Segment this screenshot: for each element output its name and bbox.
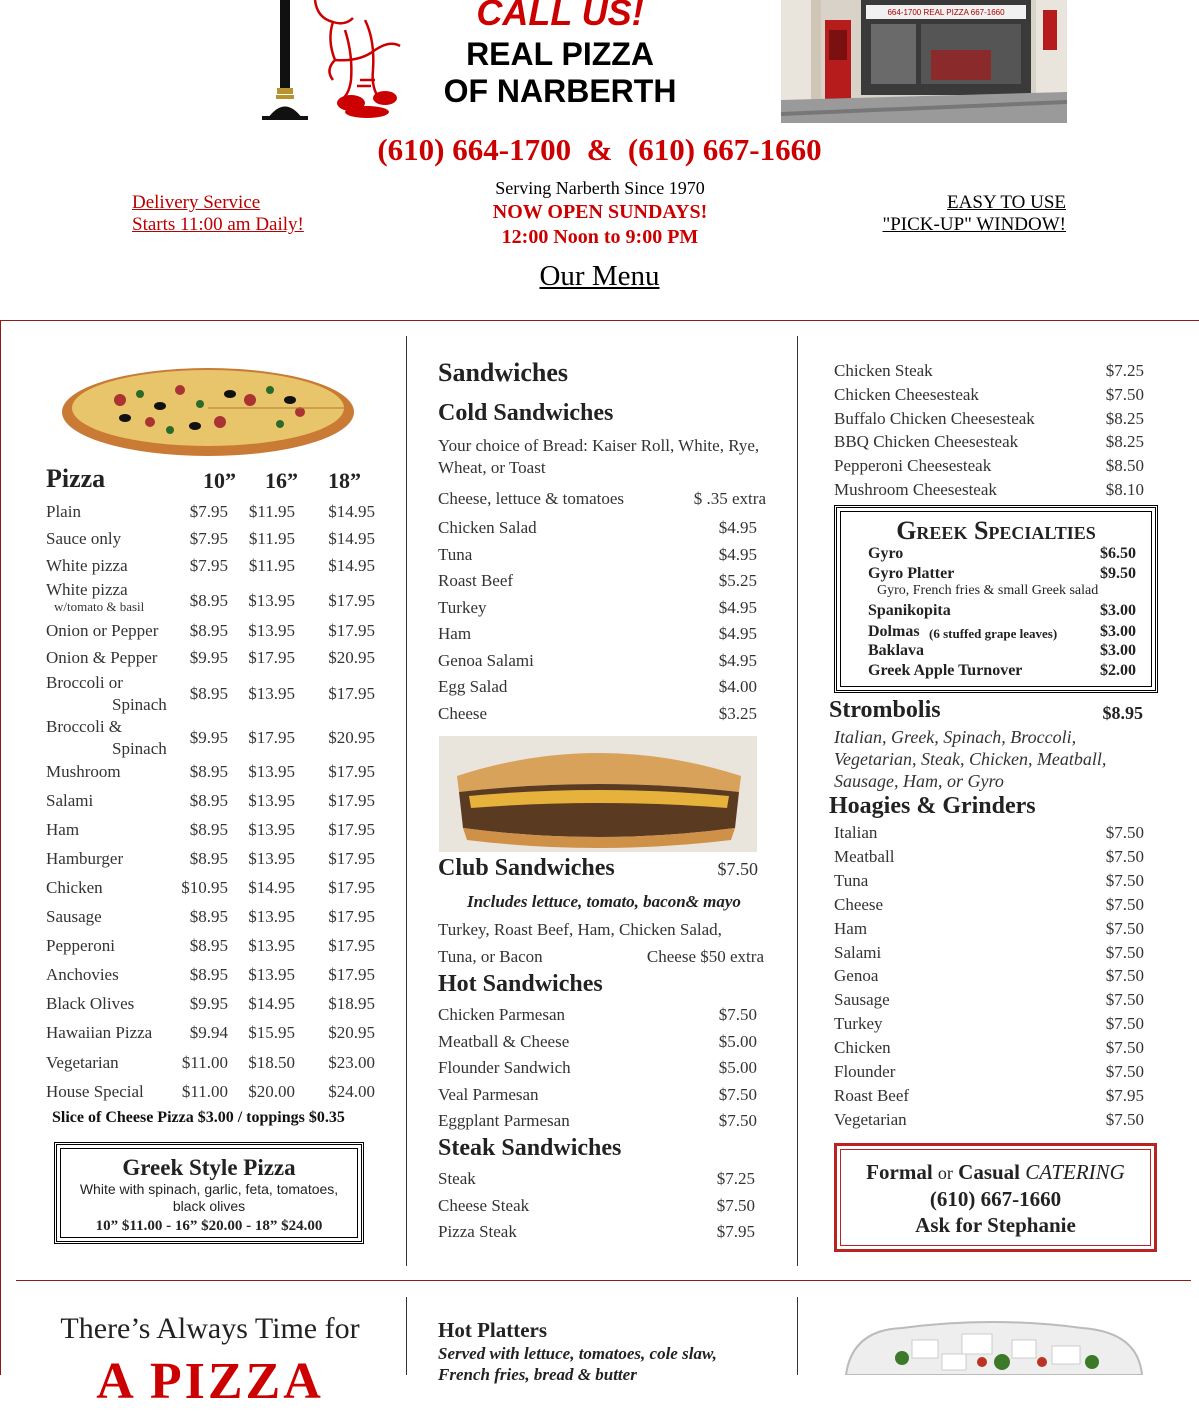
pizza-price-16: $11.95	[248, 529, 295, 548]
hot-sandwich-price: $7.50	[718, 1111, 757, 1130]
pizza-price-10: $7.95	[189, 502, 228, 521]
greek-specialties-title: Greek Specialties	[896, 516, 1096, 545]
pizza-price-18: $17.95	[328, 907, 375, 926]
pizza-price-16: $13.95	[248, 849, 295, 868]
our-menu-link[interactable]: Our Menu	[539, 260, 660, 292]
pizza-price-16: $13.95	[248, 684, 295, 703]
strombolis-description: Italian, Greek, Spinach, Broccoli, Vegetarian, Steak, Chicken, Meatball, Sausage, Ham, or Gyro	[834, 727, 1107, 791]
pizza-item-subtitle: Spinach	[112, 695, 167, 714]
catering-word: CATERING	[1025, 1160, 1125, 1184]
pizza-price-18: $17.95	[328, 936, 375, 955]
hoagie-name: Cheese	[834, 894, 884, 914]
size-header-16: 16”	[265, 468, 298, 493]
hoagie-name: Vegetarian	[834, 1109, 907, 1129]
pizza-price-18: $18.95	[328, 994, 375, 1013]
pizza-price-18: $24.00	[328, 1082, 375, 1101]
greek-item-name: Dolmas	[868, 623, 920, 640]
pizza-price-16: $17.95	[248, 728, 295, 747]
catering-phone: (610) 667-1660	[929, 1187, 1062, 1211]
hoagie-name: Sausage	[834, 990, 890, 1010]
club-cheese-extra: Cheese $50 extra	[646, 947, 764, 966]
hot-platters-description: Served with lettuce, tomatoes, cole slaw,	[438, 1344, 717, 1363]
pizza-price-10: $11.00	[181, 1082, 228, 1101]
hoagie-name: Genoa	[834, 966, 879, 986]
column-divider-1	[406, 336, 407, 1266]
gyro-platter-description: Gyro, French fries & small Greek salad	[877, 583, 1099, 598]
serving-since-text: Serving Narberth Since 1970	[495, 178, 705, 198]
cheesesteak-price: $8.50	[1105, 456, 1144, 476]
hot-sandwich-price: $7.50	[718, 1005, 757, 1024]
pizza-item-name: Onion & Pepper	[46, 648, 158, 667]
pizza-price-18: $14.95	[328, 529, 375, 548]
pizza-price-10: $7.95	[189, 556, 228, 575]
greek-pizza-prices: 10” $11.00 - 16” $20.00 - 18” $24.00	[95, 1218, 323, 1234]
hoagie-price: $7.50	[1105, 942, 1144, 962]
pizza-price-18: $17.95	[328, 591, 375, 610]
greek-pizza-title: Greek Style Pizza	[122, 1155, 296, 1180]
greek-item-price: $6.50	[1100, 545, 1136, 562]
pizza-price-16: $11.95	[248, 502, 295, 521]
strombolis-title: Strombolis	[829, 697, 941, 723]
hot-sandwich-name: Flounder Sandwich	[438, 1058, 571, 1077]
pizza-price-16: $13.95	[248, 820, 295, 839]
club-options-line2: Tuna, or Bacon	[438, 947, 543, 966]
pizza-section-title: Pizza	[46, 464, 106, 493]
greek-item-note: (6 stuffed grape leaves)	[929, 626, 1058, 641]
call-us-heading: CALL US!	[476, 0, 644, 33]
pizza-price-18: $17.95	[328, 878, 375, 897]
cold-sandwich-name: Cheese	[438, 703, 488, 723]
hot-platters-title: Hot Platters	[438, 1318, 548, 1342]
pizza-item-name: White pizza	[46, 556, 128, 575]
hoagie-name: Roast Beef	[834, 1085, 910, 1105]
greek-item-price: $2.00	[1100, 662, 1136, 679]
lamp-post-graphic	[258, 0, 310, 120]
pizza-price-16: $13.95	[248, 907, 295, 926]
greek-item-price: $9.50	[1100, 565, 1136, 582]
pizza-price-10: $9.95	[189, 994, 228, 1013]
pizza-tagline-red: A PIZZA	[96, 1353, 324, 1410]
greek-item-name: Baklava	[868, 642, 925, 659]
cold-sandwich-name: Ham	[438, 624, 472, 643]
cheesesteak-price: $8.25	[1105, 432, 1144, 452]
hoagie-price: $7.50	[1105, 990, 1144, 1010]
cheesesteak-photo	[439, 736, 757, 852]
bread-choice-note: Your choice of Bread: Kaiser Roll, White, Rye, Wheat, or Toast	[438, 436, 760, 477]
pizza-price-18: $17.95	[328, 684, 375, 703]
hot-sandwiches-title: Hot Sandwiches	[438, 971, 603, 997]
pizza-price-18: $20.95	[328, 1023, 375, 1042]
storefront-photo	[781, 0, 1067, 123]
cheesesteak-name: Chicken Steak	[834, 361, 933, 380]
pizza-item-name: Mushroom	[46, 762, 121, 781]
steak-sandwich-price: $7.25	[716, 1169, 755, 1188]
hot-sandwich-name: Veal Parmesan	[438, 1084, 539, 1104]
hot-sandwich-price: $5.00	[718, 1058, 757, 1077]
pizza-price-16: $13.95	[248, 965, 295, 984]
hoagie-price: $7.50	[1105, 894, 1144, 914]
pizza-price-18: $17.95	[328, 820, 375, 839]
pizza-price-16: $13.95	[248, 591, 295, 610]
catering-heading	[834, 1160, 1157, 1185]
pizza-price-16: $14.95	[248, 994, 295, 1013]
hoagie-name: Tuna	[834, 870, 869, 890]
steak-sandwiches-title: Steak Sandwiches	[438, 1135, 622, 1161]
cheesesteak-price: $8.25	[1105, 408, 1144, 428]
greek-item-name: Gyro	[868, 545, 904, 562]
pizza-price-16: $17.95	[248, 648, 295, 667]
hoagie-name: Flounder	[834, 1062, 896, 1081]
pizza-item-name: Ham	[46, 820, 80, 839]
pizza-price-18: $20.95	[328, 728, 375, 747]
pizza-price-10: $10.95	[181, 878, 228, 897]
catering-or: or	[937, 1163, 953, 1183]
pickup-window-link-line1[interactable]: EASY TO USE	[947, 192, 1066, 213]
cold-sandwiches-title: Cold Sandwiches	[438, 400, 614, 426]
pizza-photo	[60, 360, 356, 460]
cheesesteak-name: BBQ Chicken Cheesesteak	[834, 432, 1019, 452]
cold-sandwich-price: $4.95	[718, 544, 757, 564]
greek-item-price: $3.00	[1100, 642, 1136, 659]
storefront-sign-text: 664-1700 REAL PIZZA 667-1660	[887, 8, 1005, 17]
pizza-item-subtitle: w/tomato & basil	[54, 599, 145, 614]
pizza-item-name: Salami	[46, 791, 94, 810]
cold-sandwich-name: Chicken Salad	[438, 518, 537, 537]
cheesesteak-name: Chicken Cheesesteak	[834, 384, 979, 404]
hoagie-price: $7.50	[1105, 966, 1144, 986]
cheesesteak-name: Mushroom Cheesesteak	[834, 480, 997, 499]
pizza-price-18: $17.95	[328, 849, 375, 868]
pizza-item-subtitle: Spinach	[112, 739, 167, 758]
pizza-item-name: Sausage	[46, 907, 102, 926]
hoagie-name: Turkey	[834, 1014, 883, 1034]
cheesesteak-price: $8.10	[1105, 480, 1144, 499]
cold-sandwich-name: Turkey	[438, 597, 487, 617]
pizza-price-18: $23.00	[328, 1053, 375, 1072]
cold-sandwich-price: $3.25	[718, 703, 757, 723]
hoagie-price: $7.95	[1105, 1085, 1144, 1105]
extras-row	[438, 489, 766, 509]
pizza-price-10: $9.95	[189, 728, 228, 747]
pizza-item-name: Hamburger	[46, 849, 124, 868]
club-sandwiches-title: Club Sandwiches	[438, 855, 615, 881]
pizza-price-18: $14.95	[328, 556, 375, 575]
greek-style-pizza-box	[54, 1142, 364, 1244]
chef-mascot-graphic	[305, 0, 410, 120]
pizza-item-name: Hawaiian Pizza	[46, 1023, 153, 1042]
pizza-price-10: $9.95	[189, 648, 228, 667]
pizza-price-18: $17.95	[328, 791, 375, 810]
greek-item-name: Greek Apple Turnover	[868, 662, 1023, 679]
pizza-price-18: $17.95	[328, 965, 375, 984]
pizza-item-name: Broccoli &	[46, 717, 123, 736]
steak-sandwich-name: Cheese Steak	[438, 1195, 530, 1215]
catering-formal: Formal	[866, 1160, 933, 1184]
pizza-item-name: Sauce only	[46, 529, 122, 548]
hot-sandwich-name: Chicken Parmesan	[438, 1005, 565, 1024]
pizza-price-10: $8.95	[189, 965, 228, 984]
delivery-hours-link[interactable]: Starts 11:00 am Daily!	[132, 214, 304, 235]
hot-sandwich-price: $5.00	[718, 1031, 757, 1051]
always-time-tagline: There’s Always Time for	[60, 1312, 360, 1345]
greek-item-name: Spanikopita	[868, 602, 951, 619]
club-includes-note: Includes lettuce, tomato, bacon& mayo	[467, 892, 741, 911]
hoagie-price: $7.50	[1105, 918, 1144, 938]
pizza-item-name: Onion or Pepper	[46, 621, 159, 640]
cheesesteak-price: $7.25	[1105, 361, 1144, 380]
hoagie-price: $7.50	[1105, 1014, 1144, 1034]
pizza-price-16: $20.00	[248, 1082, 295, 1101]
hoagie-price: $7.50	[1105, 823, 1144, 842]
extras-label: Cheese, lettuce & tomatoes	[438, 489, 624, 508]
pizza-price-10: $8.95	[189, 591, 228, 610]
cold-sandwich-name: Tuna	[438, 544, 473, 564]
pizza-price-18: $14.95	[328, 502, 375, 521]
pizza-price-10: $8.95	[189, 936, 228, 955]
cheesesteak-name: Buffalo Chicken Cheesesteak	[834, 408, 1035, 428]
pizza-price-10: $8.95	[189, 684, 228, 703]
cold-sandwich-price: $4.00	[718, 677, 757, 696]
phone-numbers: (610) 664-1700 & (610) 667-1660	[377, 132, 822, 167]
hoagie-price: $7.50	[1105, 1062, 1144, 1081]
hoagie-price: $7.50	[1105, 870, 1144, 890]
hoagie-name: Meatball	[834, 846, 895, 866]
strombolis-price: $8.95	[1102, 703, 1143, 723]
greek-item-price: $3.00	[1100, 602, 1136, 619]
pizza-price-10: $8.95	[189, 820, 228, 839]
pizza-price-18: $17.95	[328, 762, 375, 781]
pickup-window-link-line2[interactable]: "PICK-UP" WINDOW!	[882, 214, 1066, 235]
cold-sandwich-name: Egg Salad	[438, 677, 508, 696]
hoagie-name: Italian	[834, 823, 878, 842]
pizza-price-10: $11.00	[181, 1053, 228, 1072]
steak-sandwich-name: Pizza Steak	[438, 1222, 517, 1241]
menu-section-divider	[16, 1280, 1191, 1281]
pizza-price-10: $8.95	[189, 907, 228, 926]
size-header-10: 10”	[203, 468, 236, 493]
steak-sandwich-price: $7.95	[716, 1222, 755, 1241]
hoagies-title: Hoagies & Grinders	[829, 793, 1036, 819]
hot-sandwich-name: Meatball & Cheese	[438, 1031, 570, 1051]
pizza-price-16: $14.95	[248, 878, 295, 897]
column-divider-2	[797, 336, 798, 1266]
pizza-price-10: $9.94	[189, 1023, 228, 1042]
pizza-price-16: $13.95	[248, 621, 295, 640]
business-name-line1: REAL PIZZA	[466, 36, 654, 72]
cold-sandwich-name: Genoa Salami	[438, 650, 534, 670]
steak-sandwich-price: $7.50	[716, 1195, 755, 1215]
hot-sandwich-name: Eggplant Parmesan	[438, 1111, 570, 1130]
column-divider-4	[797, 1297, 798, 1375]
hot-platters-description-2: French fries, bread & butter	[438, 1365, 637, 1384]
cold-sandwich-price: $5.25	[718, 571, 757, 590]
club-sandwich-price: $7.50	[717, 859, 758, 879]
pizza-item-name: Anchovies	[46, 965, 119, 984]
pizza-item-name: Vegetarian	[46, 1053, 119, 1072]
pizza-price-16: $15.95	[248, 1023, 295, 1042]
greek-item-name: Gyro Platter	[868, 565, 955, 582]
cold-sandwich-price: $4.95	[718, 518, 757, 537]
hoagie-price: $7.50	[1105, 846, 1144, 866]
pizza-price-10: $8.95	[189, 849, 228, 868]
sunday-hours-text: 12:00 Noon to 9:00 PM	[501, 226, 699, 248]
pizza-price-18: $17.95	[328, 621, 375, 640]
catering-casual: Casual	[958, 1160, 1021, 1184]
extras-price: $ .35 extra	[693, 489, 766, 508]
hoagie-name: Salami	[834, 942, 882, 962]
pizza-item-name: Plain	[46, 502, 81, 521]
cold-sandwich-price: $4.95	[718, 624, 757, 643]
pizza-item-name: Pepperoni	[46, 936, 115, 955]
pizza-price-16: $18.50	[248, 1053, 295, 1072]
hoagie-name: Chicken	[834, 1038, 891, 1058]
pizza-item-name: Black Olives	[46, 994, 135, 1013]
pizza-price-10: $8.95	[189, 621, 228, 640]
cold-sandwich-name: Roast Beef	[438, 571, 514, 590]
club-options-line1: Turkey, Roast Beef, Ham, Chicken Salad,	[438, 920, 722, 939]
pizza-price-10: $8.95	[189, 791, 228, 810]
cold-sandwich-price: $4.95	[718, 597, 757, 617]
column-divider-3	[406, 1297, 407, 1375]
greek-salad-photo	[842, 1318, 1144, 1375]
sandwiches-title: Sandwiches	[438, 358, 569, 387]
slice-note: Slice of Cheese Pizza $3.00 / toppings $0.35	[52, 1109, 345, 1126]
pizza-item-name: White pizza	[46, 580, 128, 599]
size-header-18: 18”	[328, 468, 361, 493]
pizza-price-16: $13.95	[248, 762, 295, 781]
hoagie-price: $7.50	[1105, 1038, 1144, 1058]
cheesesteak-name: Pepperoni Cheesesteak	[834, 456, 992, 476]
pizza-item-name: Chicken	[46, 878, 103, 897]
pizza-price-16: $11.95	[248, 556, 295, 575]
pizza-price-10: $7.95	[189, 529, 228, 548]
pizza-price-16: $13.95	[248, 936, 295, 955]
pizza-price-16: $13.95	[248, 791, 295, 810]
delivery-service-link[interactable]: Delivery Service	[132, 192, 261, 213]
greek-pizza-description: White with spinach, garlic, feta, tomatoes, black olives	[79, 1181, 339, 1214]
cheesesteak-price: $7.50	[1105, 384, 1144, 404]
cold-sandwich-price: $4.95	[718, 650, 757, 670]
pizza-price-10: $8.95	[189, 762, 228, 781]
steak-sandwich-name: Steak	[438, 1169, 476, 1188]
greek-item-price: $3.00	[1100, 623, 1136, 640]
hoagie-price: $7.50	[1105, 1109, 1144, 1129]
open-sundays-text: NOW OPEN SUNDAYS!	[492, 201, 708, 223]
pizza-price-18: $20.95	[328, 648, 375, 667]
pizza-item-name: House Special	[46, 1082, 144, 1101]
hot-sandwich-price: $7.50	[718, 1084, 757, 1104]
business-name-line2: OF NARBERTH	[443, 73, 677, 109]
catering-contact: Ask for Stephanie	[915, 1213, 1076, 1237]
hoagie-name: Ham	[834, 918, 868, 938]
pizza-item-name: Broccoli or	[46, 673, 123, 692]
